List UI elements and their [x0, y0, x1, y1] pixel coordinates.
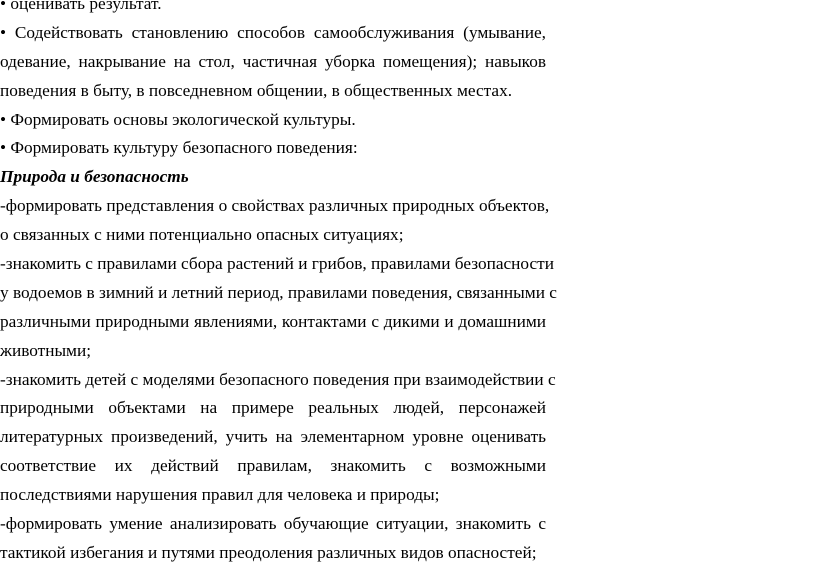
text-line: поведения в быту, в повседневном общении, в общественных местах.: [0, 80, 513, 100]
text-line: -формировать умение анализировать обучающие ситуации, знакомить с: [0, 514, 546, 534]
text-line: литературных произведений, учить на элементарном уровне оценивать: [0, 427, 546, 447]
section-heading: Природа и безопасность: [0, 167, 189, 187]
text-line: • Содействовать становлению способов самообслуживания (умывание,: [0, 22, 546, 42]
text-line: • Формировать культуру безопасного поведения:: [0, 138, 358, 158]
text-line: различными природными явлениями, контактами с дикими и домашними: [0, 311, 546, 331]
text-line: природными объектами на примере реальных людей, персонажей: [0, 398, 546, 418]
text-line: -формировать представления о свойствах различных природных объектов,: [0, 196, 550, 216]
text-line: о связанных с ними потенциально опасных ситуациях;: [0, 225, 404, 245]
text-line: • оценивать результат.: [0, 0, 162, 13]
text-line: -знакомить с правилами сбора растений и грибов, правилами безопасности: [0, 254, 554, 274]
text-line: животными;: [0, 340, 92, 360]
text-line: тактикой избегания и путями преодоления различных видов опасностей;: [0, 542, 537, 562]
text-line: у водоемов в зимний и летний период, правилами поведения, связанными с: [0, 282, 557, 302]
text-line: • Формировать основы экологической культуры.: [0, 109, 356, 129]
text-line: последствиями нарушения правил для человека и природы;: [0, 485, 440, 505]
text-line: соответствие их действий правилам, знакомить с возможными: [0, 456, 546, 476]
text-line: одевание, накрывание на стол, частичная уборка помещения); навыков: [0, 51, 546, 71]
text-line: -знакомить детей с моделями безопасного поведения при взаимодействии с: [0, 369, 556, 389]
